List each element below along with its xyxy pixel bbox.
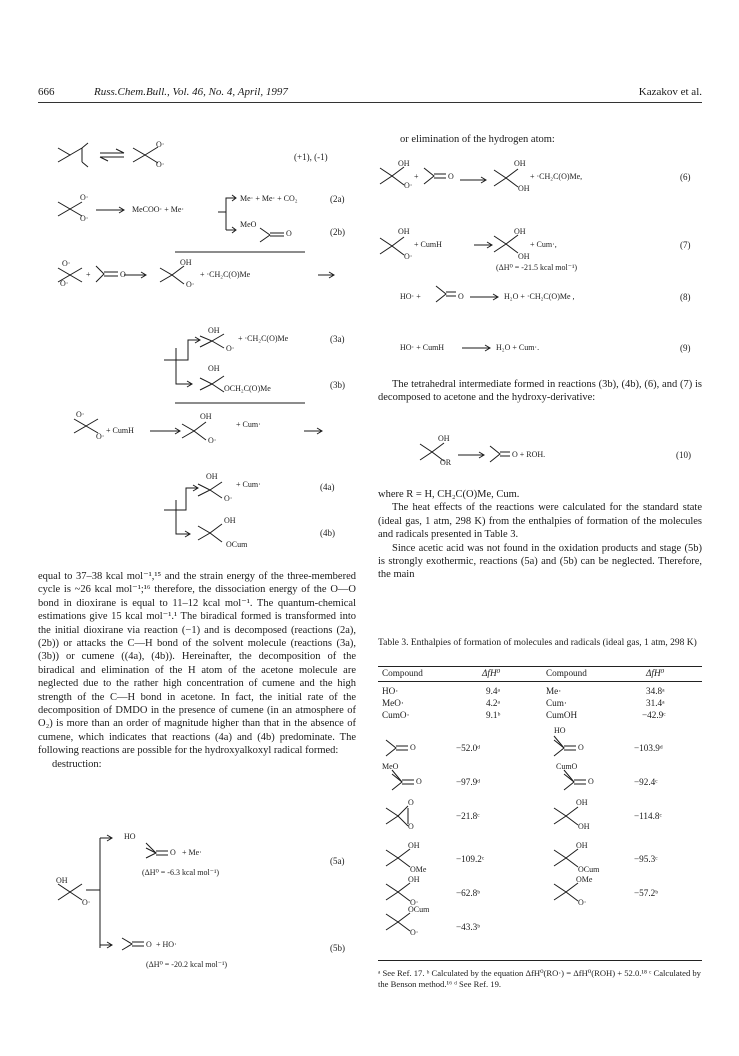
reaction-8-structures	[436, 286, 498, 302]
r4-oh: OH	[200, 412, 212, 421]
reaction-7-structures	[380, 235, 518, 255]
struct-o-dot-2: O·	[578, 898, 587, 907]
reaction-8-products: H₂O + ·CH₂C(O)Me ,	[504, 292, 575, 301]
reaction-5a-text: + Me·	[182, 848, 202, 857]
reaction-2-intermediate: MeCOO· + Me·	[132, 205, 185, 214]
struct-label-ocum-1: OCum	[578, 865, 600, 874]
r7-o-dot: O·	[404, 252, 413, 261]
table-row-3-compound-1: CumO·	[382, 710, 410, 720]
r3-o-dot: O·	[186, 280, 195, 289]
reaction-4-cum: + Cum·	[236, 420, 261, 429]
struct-o-3: O	[416, 777, 422, 786]
table-header-dhf-1: ΔfH⁰	[482, 668, 501, 678]
struct-value-6: −114.8ᶜ	[634, 811, 662, 821]
r3a-oh: OH	[208, 326, 220, 335]
r7-oh-top: OH	[514, 227, 526, 236]
right-paragraph-3: The heat effects of the reactions were calculated for the standard state (ideal gas, 1 atm, 298 K) from the enthalpies of formation of the molecules and radicals presented in Table 3.	[378, 502, 702, 541]
reaction-5a-dh: (ΔH⁰ = -6.3 kcal mol⁻¹)	[142, 868, 220, 877]
table-row-2-value-1: 4.2ᵃ	[486, 698, 500, 708]
right-paragraph-2: where R = H, CH₂C(O)Me, Cum.	[378, 489, 520, 500]
reaction-2a-products: Me· + Me· + CO₂	[240, 194, 298, 203]
table-row-1-compound-2: Me·	[546, 686, 562, 696]
reaction-5b-label: (5b)	[330, 943, 345, 953]
left-paragraph-2: destruction:	[52, 758, 102, 770]
table-row-3-value-2: −42.9ᶜ	[642, 710, 666, 720]
reaction-5a-label: (5a)	[330, 856, 345, 866]
r10-or: OR	[440, 458, 452, 467]
table-row-1-value-2: 34.8ᵃ	[646, 686, 665, 696]
reaction-9-label: (9)	[680, 343, 691, 353]
struct-value-10: −57.2ᵇ	[634, 888, 659, 898]
struct-label-cumo: CumO	[556, 762, 578, 771]
struct-value-4: −92.4ᶜ	[634, 777, 658, 787]
reaction-2a-label: (2a)	[330, 194, 345, 204]
r4-o-dot-bottom: O·	[96, 432, 105, 441]
table-header-compound-2: Compound	[546, 668, 587, 678]
r6-acetone-o: O	[448, 172, 454, 181]
reaction-3b-label: (3b)	[330, 380, 345, 390]
right-body-text	[378, 488, 702, 582]
struct-ome-2: OMe	[576, 875, 593, 884]
reaction-7-label: (7)	[680, 240, 691, 250]
table-row-2-compound-1: MeO·	[382, 698, 404, 708]
table-row-3-compound-2: CumOH	[546, 710, 578, 720]
reaction-6-product: + ·CH₂C(O)Me,	[530, 172, 583, 181]
table-3-title: Table 3. Enthalpies of formation of molecules and radicals (ideal gas, 1 atm, 298 K)	[378, 638, 697, 648]
table-header-dhf-2: ΔfH⁰	[646, 668, 665, 678]
reaction-10-products: O + ROH.	[512, 450, 546, 459]
r4-o-dot-top: O·	[76, 410, 85, 419]
struct-value-3: −97.9ᵈ	[456, 777, 481, 787]
reaction-7-cum: + Cum·,	[530, 240, 557, 249]
reaction-6-label: (6)	[680, 172, 691, 182]
reaction-2b-label: (2b)	[330, 227, 345, 237]
journal-citation: Russ.Chem.Bull., Vol. 46, No. 4, April, 1997	[94, 86, 288, 98]
struct-value-7: −109.2ᶜ	[456, 854, 485, 864]
struct-o-2: O	[578, 743, 584, 752]
r3-o-dot-top: O·	[62, 259, 71, 268]
r6-plus: +	[414, 172, 419, 181]
struct-oh-4: OH	[576, 841, 588, 850]
reaction-3b-substituent: OCH₂C(O)Me	[224, 384, 271, 393]
table-row-1-compound-1: HO·	[382, 686, 399, 696]
reaction-5b-text: + HO·	[156, 940, 177, 949]
struct-value-8: −95.3ᶜ	[634, 854, 658, 864]
r5b-o: O	[146, 940, 152, 949]
struct-o-6: O	[408, 822, 414, 831]
r5-o-dot: O·	[82, 898, 91, 907]
struct-o-dot-3: O·	[410, 928, 419, 937]
reaction-4a-label: (4a)	[320, 482, 335, 492]
struct-value-11: −43.3ᵇ	[456, 922, 481, 932]
reaction-3a-text: + ·CH₂C(O)Me	[238, 334, 289, 343]
page-number: 666	[38, 86, 55, 98]
reaction-9-products: H₂O + Cum·.	[496, 343, 540, 352]
right-paragraph-1: The tetrahedral intermediate formed in reactions (3b), (4b), (6), and (7) is decomposed to acetone and the hydroxy-derivative:	[378, 379, 702, 404]
r3-plus: +	[86, 270, 91, 279]
reaction-pm1-label: (+1), (-1)	[294, 152, 328, 162]
r5-oh: OH	[56, 876, 68, 885]
reaction-3a-label: (3a)	[330, 334, 345, 344]
r7-oh-bottom: OH	[518, 252, 530, 261]
reaction-2b-meo: MeO	[240, 220, 257, 229]
reaction-5b-dh: (ΔH⁰ = -20.2 kcal mol⁻¹)	[146, 960, 228, 969]
table-row-2-value-2: 31.4ᵃ	[646, 698, 665, 708]
struct-value-1: −52.0ᵈ	[456, 743, 481, 753]
r5a-o: O	[170, 848, 176, 857]
r2-o-dot-bottom: O·	[80, 214, 89, 223]
struct-o-5: O	[408, 798, 414, 807]
r3a-o-dot: O·	[226, 344, 235, 353]
r7-oh-left: OH	[398, 227, 410, 236]
table-3-footnote: ᵃ See Ref. 17. ᵇ Calculated by the equation ΔfH⁰(RO·) = ΔfH⁰(ROH) + 52.0.¹⁸ ᶜ Calculated by the Benson method.¹⁶ ᵈ See Ref. 19.	[378, 968, 701, 989]
r3-oh: OH	[180, 258, 192, 267]
r3-o-dot-bottom: O·	[60, 279, 69, 288]
struct-label-ocum-2: OCum	[408, 905, 430, 914]
struct-oh-2: OH	[578, 822, 590, 831]
right-intro: or elimination of the hydrogen atom:	[400, 134, 555, 145]
struct-o-1: O	[410, 743, 416, 752]
reaction-9-text: HO· + CumH	[400, 343, 445, 352]
left-paragraph-1: equal to 37–38 kcal mol⁻¹,¹⁵ and the strain energy of the three-membered cycle is ~26 kcal mol⁻¹;¹⁶ therefore, the dissociation energy of the O—O bond in dioxirane is equal to 11–12 kcal mol⁻¹. The quantum-chemical estimations give 15 kcal mol⁻¹.¹ The biradical formed is transformed into the initial dioxirane via reaction (−1) and is decomposed (reactions (2a), (2b)) or attacks the C—H bond of the solvent molecule (reactions (3a), (3b)) or cumene ((4a), (4b)). Hereinafter, the decomposition of the biradical and elimination of the H atom of the acetone molecule are neglected due to the rather high concentration of cumene and the high strength of the C—H bond in acetone. In fact, the initial rate of the decomposition of DMDO in the presence of cumene (in an atmosphere of O₂) is more than an order of magnitude higher than that in the absence of cumene, which indicates that reactions (4a) and (4b) predominate. The following reactions are possible for the hydroxyalkoxyl radical formed:	[38, 571, 356, 757]
struct-oh-1: OH	[576, 798, 588, 807]
reaction-9-structures	[462, 345, 490, 351]
r4a-oh: OH	[206, 472, 218, 481]
struct-value-5: −21.8ᶜ	[456, 811, 480, 821]
reaction-10-structures	[420, 443, 510, 462]
r2-o-dot-top: O·	[80, 193, 89, 202]
r6-oh-top: OH	[514, 159, 526, 168]
r8-acetone-o: O	[458, 292, 464, 301]
reaction-4b-substituent: OCum	[226, 540, 248, 549]
table-row-2-compound-2: Cum·	[546, 698, 567, 708]
r4b-oh: OH	[224, 516, 236, 525]
table-row-1-value-1: 9.4ᵃ	[486, 686, 500, 696]
r10-oh: OH	[438, 434, 450, 443]
reaction-4b-label: (4b)	[320, 528, 335, 538]
right-paragraph-4: Since acetic acid was not found in the oxidation products and stage (5b) is strongly exothermic, reactions (5a) and (5b) can be neglected. Therefore, the main	[378, 542, 702, 581]
r4a-o-dot: O·	[224, 494, 233, 503]
table-row-3-value-1: 9.1ᵇ	[486, 710, 501, 720]
struct-label-meo: MeO	[382, 762, 399, 771]
running-authors: Kazakov et al.	[638, 86, 702, 98]
struct-o-dot-1: O·	[410, 898, 419, 907]
table-header-compound-1: Compound	[382, 668, 423, 678]
reaction-8-label: (8)	[680, 292, 691, 302]
table-bottom-rule	[378, 960, 702, 961]
struct-label-ho: HO	[554, 726, 566, 735]
struct-label-ome: OMe	[410, 865, 427, 874]
reaction-10-label: (10)	[676, 450, 691, 460]
r3-acetone-o: O	[120, 270, 126, 279]
reaction-3-product: + ·CH₂C(O)Me	[200, 270, 251, 279]
reaction-7-cumh: + CumH	[414, 240, 442, 249]
r4-o-dot: O·	[208, 436, 217, 445]
reaction-4-cumh: + CumH	[106, 426, 134, 435]
reaction-8-ho: HO· +	[400, 292, 421, 301]
biradical-o-dot-bottom: O·	[156, 160, 165, 169]
reaction-7-dh: (ΔH⁰ = -21.5 kcal mol⁻¹)	[496, 263, 578, 272]
struct-oh-5: OH	[408, 875, 420, 884]
reaction-4a-text: + Cum·	[236, 480, 261, 489]
biradical-o-dot-top: O·	[156, 140, 165, 149]
struct-o-4: O	[588, 777, 594, 786]
struct-value-2: −103.9ᵈ	[634, 743, 663, 753]
r6-oh-left: OH	[398, 159, 410, 168]
r3b-oh: OH	[208, 364, 220, 373]
r5a-ho: HO	[124, 832, 136, 841]
struct-value-9: −62.8ᵇ	[456, 888, 481, 898]
r6-oh-bottom: OH	[518, 184, 530, 193]
r6-o-dot: O·	[404, 181, 413, 190]
r2b-o: O	[286, 229, 292, 238]
struct-oh-3: OH	[408, 841, 420, 850]
